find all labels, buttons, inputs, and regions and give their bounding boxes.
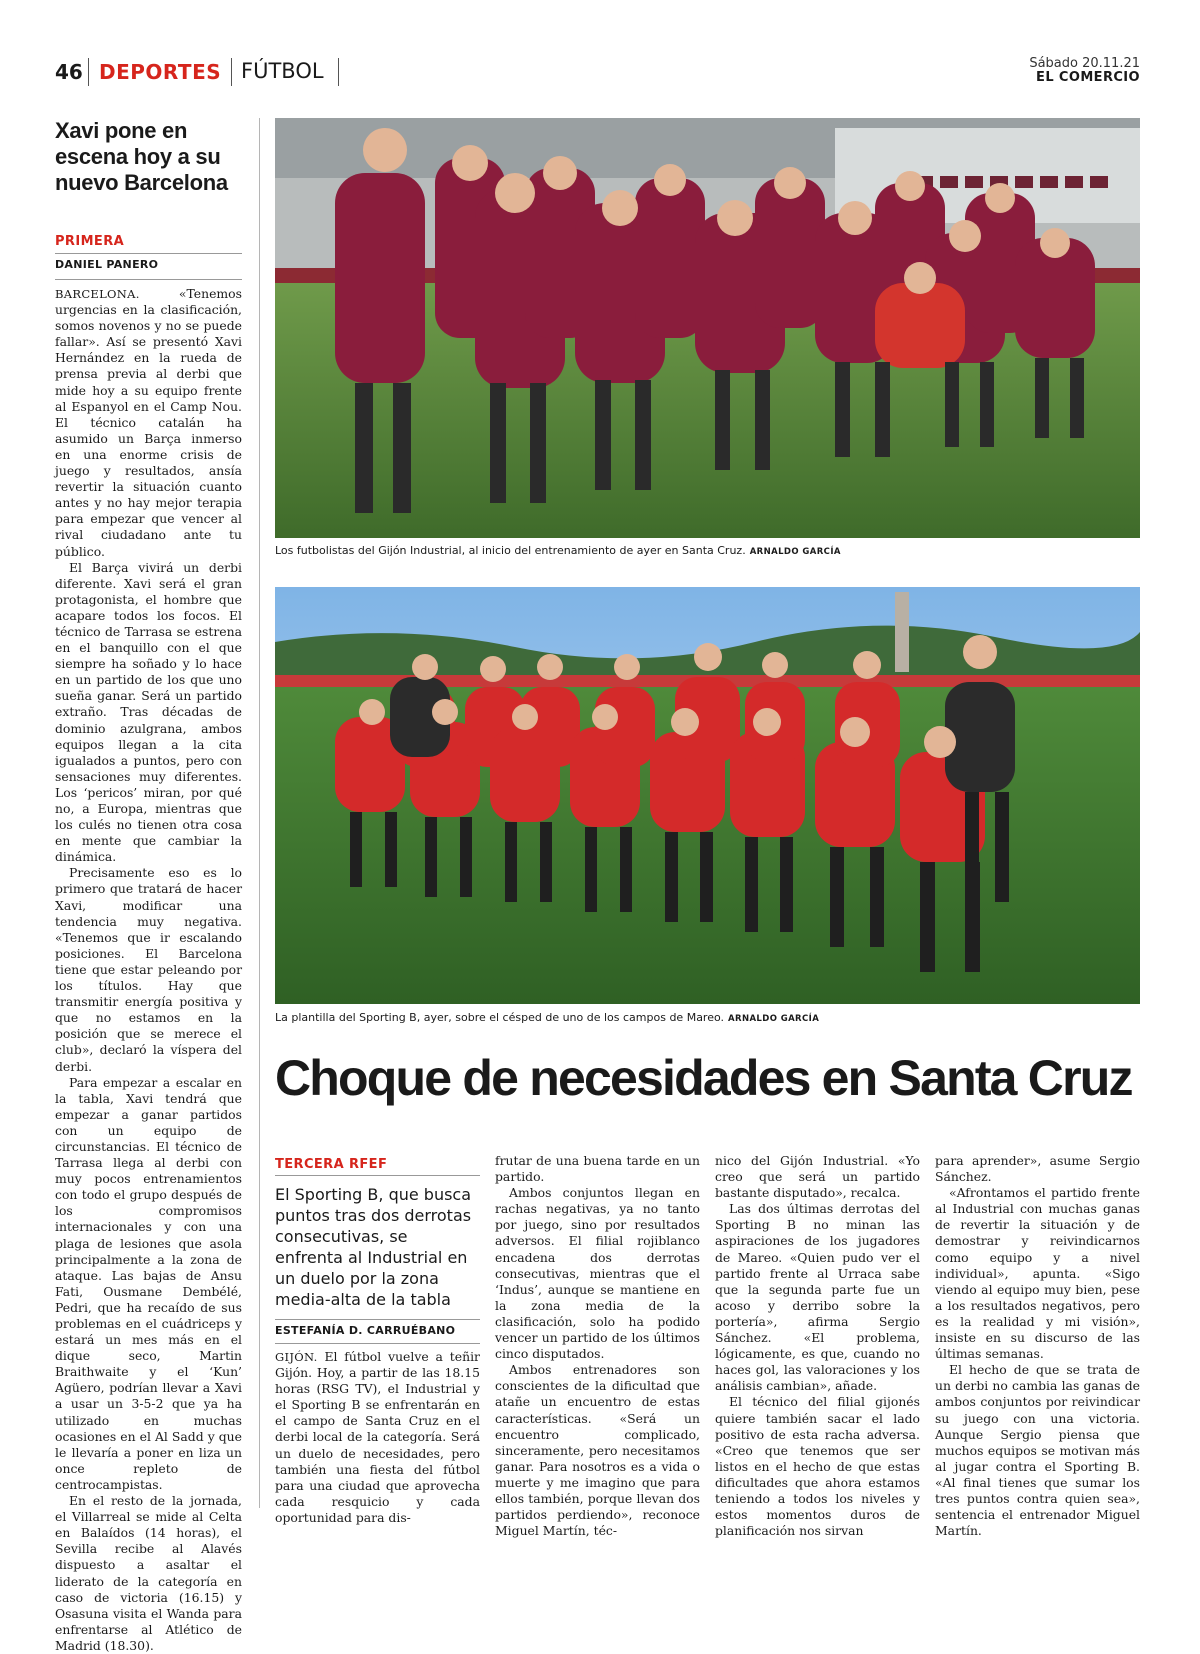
kicker-rule — [275, 1175, 480, 1176]
main-article-body — [275, 1349, 480, 1526]
body-paragraph: Para empezar a escalar en la tabla, Xavi tendrá que empezar a ganar partidos con un equipo de circunstancias. El técnico de Tarrasa llega al derbi con muy pocos entrenamientos con todo el grupo después de los compromisos internacionales y con una plaga de lesiones que asola principalmente a la zona de ataque. Las bajas de Ansu Fati, Ousmane Dembélé, Pedri, que ha recaído de sus problemas en el cuádriceps y estará un mes más en el dique seco, Martin Braithwaite y el ‘Kun’ Agüero, podrían llevar a Xavi a usar un 3-5-2 que ya ha utilizado en muchas ocasiones en el Al Sadd y que le llevaría a poner en liza un once repleto de centrocampistas. — [55, 1074, 242, 1492]
photo-sporting-b — [275, 587, 1140, 1004]
body-paragraph: nico del Gijón Industrial. «Yo creo que será un partido bastante disputado», recalca. — [715, 1153, 920, 1201]
photo-caption: Los futbolistas del Gijón Industrial, al inicio del entrenamiento de ayer en Santa Cruz. ARNALDO GARCÍA — [275, 544, 841, 557]
team-photo-illustration — [275, 118, 1140, 538]
photo-credit: ARNALDO GARCÍA — [728, 1014, 820, 1024]
body-paragraph: GIJÓN. El fútbol vuelve a teñir Gijón. Hoy, a partir de las 18.15 horas (RSG TV), el Industrial y el Sporting B se enfrentarán en el campo de Santa Cruz en el derbi local de la categoría. Será un duelo de necesidades, pero también una fiesta del fútbol para una ciudad que aprovecha cada resquicio y cada oportunidad para dis- — [275, 1349, 480, 1525]
body-paragraph: En el resto de la jornada, el Villarreal se mide al Celta en Balaídos (14 horas), el Sevilla recibe al Alavés dispuesto a asaltar el liderato de la categoría en caso de victoria (16.15) y Osasuna visita el Wanda para enfrentarse al Atlético de Madrid (18.30). — [55, 1493, 242, 1653]
main-article-column-2 — [495, 1153, 700, 1539]
body-paragraph: para aprender», asume Sergio Sánchez. — [935, 1153, 1140, 1185]
side-article-headline: Xavi pone en escena hoy a su nuevo Barcelona — [55, 118, 228, 195]
body-paragraph: Precisamente eso es lo primero que tratará de hacer Xavi, modificar una tendencia muy negativa. «Tenemos que ir escalando posiciones. El Barcelona tiene que estar peleando por los títulos. Hay que transmitir energía positiva y que no estamos en la posición que se merece el club», declaró la víspera del derbi. — [55, 865, 242, 1074]
header-divider — [231, 58, 232, 86]
side-article-author: DANIEL PANERO — [55, 258, 159, 271]
dateline: GIJÓN. — [275, 1350, 318, 1364]
author-rule — [55, 279, 242, 280]
side-article-body — [55, 286, 242, 1654]
photo-credit: ARNALDO GARCÍA — [749, 547, 841, 557]
body-paragraph: Las dos últimas derrotas del Sporting B no minan las aspiraciones de los jugadores de Mareo. «Quien pudo ver el partido frente al Urraca sabe que la segunda parte fue un acoso y derribo sobre la portería», afirma Sergio Sánchez. «El problema, lógicamente, es que, cuando no haces gol, las valoraciones y los análisis cambian», añade. — [715, 1201, 920, 1394]
page-number: 46 — [55, 60, 83, 84]
main-article-column-4 — [935, 1153, 1140, 1539]
main-article-kicker: TERCERA RFEF — [275, 1157, 388, 1172]
header-divider — [338, 58, 339, 86]
kicker-rule — [55, 253, 242, 254]
page-header — [55, 58, 1140, 88]
body-paragraph: Ambos entrenadores son conscientes de la dificultad que atañe un encuentro de estas características. «Será un encuentro complicado, sinceramente, pero necesitamos ganar. Para nosotros es a vida o muerte y me imagino que para ellos también, porque llevan dos partidos perdiendo», reconoce Miguel Martín, téc- — [495, 1362, 700, 1539]
author-rule — [275, 1343, 480, 1344]
body-paragraph: El Barça vivirá un derbi diferente. Xavi será el gran protagonista, el hombre que acapare todos los focos. El técnico de Tarrasa se estrena en el banquillo con el que siempre ha soñado y lo hace en un partido de los que uno sueña ganar. Será un partido extraño. Tras décadas de dominio azulgrana, ambos equipos llegan a la cita igualados a puntos, pero con sensaciones muy diferentes. Los ‘pericos’ miran, por qué no, a Europa, mientras que los culés no tienen otra cosa en mente que cambiar la dinámica. — [55, 559, 242, 865]
side-article-kicker: PRIMERA — [55, 234, 125, 249]
photo-gijon-industrial — [275, 118, 1140, 538]
side-article — [55, 118, 242, 1654]
header-divider — [88, 58, 89, 86]
body-paragraph: El hecho de que se trata de un derbi no cambia las ganas de ambos conjuntos por reivindicar su juego con una victoria. Aunque Sergio piensa que muchos equipos se motivan más al jugar contra el Sporting B. «Al final tienes que sumar los tres puntos contra quien sea», sentencia el entrenador Miguel Martín. — [935, 1362, 1140, 1539]
column-rule — [259, 118, 260, 1508]
newspaper-name: EL COMERCIO — [1036, 70, 1140, 85]
main-article-column-3 — [715, 1153, 920, 1539]
main-article-author: ESTEFANÍA D. CARRUÉBANO — [275, 1324, 456, 1337]
main-article-column-1 — [275, 1153, 480, 1526]
photo-caption: La plantilla del Sporting B, ayer, sobre el césped de uno de los campos de Mareo. ARNALDO GARCÍA — [275, 1011, 820, 1024]
body-paragraph: Ambos conjuntos llegan en rachas negativas, ya no tanto por juego, sino por resultados adversos. El filial rojiblanco encadena dos derrotas consecutivas, mientras que el ‘Indus’, aunque se mantiene en la zona media de la clasificación, solo ha podido vencer un partido de los últimos cinco disputados. — [495, 1185, 700, 1362]
body-paragraph: El técnico del filial gijonés quiere también sacar el lado positivo de esta racha adversa. «Creo que tenemos que ser listos en el hecho de que estas dificultades que ahora estamos teniendo a todos los niveles y estos momentos duros de planificación nos sirvan — [715, 1394, 920, 1539]
body-paragraph: «Afrontamos el partido frente al Industrial con muchas ganas de revertir la situación y de demostrar y reivindicarnos como equipo y a nivel individual», apunta. «Sigo viendo al equipo muy bien, pese a los resultados negativos, pero es la realidad y mi visión», insiste en su discurso de las últimas semanas. — [935, 1185, 1140, 1362]
main-article-headline: Choque de necesidades en Santa Cruz — [275, 1050, 1132, 1106]
section-label: DEPORTES — [99, 60, 222, 84]
body-paragraph: frutar de una buena tarde en un partido. — [495, 1153, 700, 1185]
author-rule — [275, 1319, 480, 1320]
main-article-subheadline: El Sporting B, que busca puntos tras dos derrotas consecutivas, se enfrenta al Industrial en un duelo por la zona media-alta de la tabla — [275, 1185, 472, 1309]
body-paragraph: BARCELONA. «Tenemos urgencias en la clasificación, somos novenos y no se puede fallar». Así se presentó Xavi Hernández en la rueda de prensa previa al derbi que mide hoy a su equipo frente al Espanyol en el Camp Nou. El técnico catalán ha asumido un Barça inmerso en una enorme crisis de juego y resultados, ansía revertir la situación cuanto antes y no hay mejor terapia para empezar que vencer al rival ciudadano ante tu público. — [55, 286, 242, 559]
team-photo-illustration — [275, 587, 1140, 1004]
dateline: BARCELONA. — [55, 287, 140, 301]
issue-date: Sábado 20.11.21 — [1029, 56, 1140, 71]
subsection-label: FÚTBOL — [241, 59, 324, 83]
